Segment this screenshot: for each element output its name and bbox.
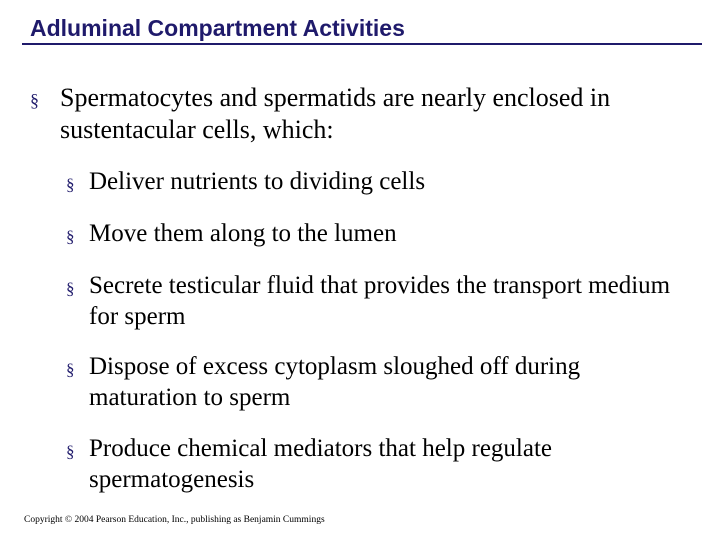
sub-bullet-text: Move them along to the lumen [89, 220, 397, 247]
sub-bullet [66, 270, 686, 332]
bullet-marker: § [66, 175, 75, 194]
bullet-marker: § [66, 227, 75, 246]
sub-bullet-text: Secrete testicular fluid that provides the transport medium for sperm [89, 272, 671, 330]
bullet-marker: § [66, 360, 75, 379]
slide-title: Adluminal Compartment Activities [30, 15, 405, 41]
sub-bullet [66, 351, 686, 413]
sub-bullet [66, 218, 686, 249]
sub-bullet-text: Dispose of excess cytoplasm sloughed off during maturation to sperm [89, 353, 581, 411]
sub-bullet [66, 166, 686, 197]
title-underline [22, 43, 702, 45]
bullet-marker: § [66, 442, 75, 461]
bullet-marker: § [66, 279, 75, 298]
sub-bullet [66, 433, 686, 495]
main-bullet-text: Spermatocytes and spermatids are nearly enclosed in sustentacular cells, which: [60, 83, 611, 144]
sub-bullet-text: Deliver nutrients to dividing cells [89, 168, 426, 195]
copyright-footer: Copyright © 2004 Pearson Education, Inc., publishing as Benjamin Cummings [24, 515, 325, 525]
sub-bullet-text: Produce chemical mediators that help regulate spermatogenesis [89, 435, 553, 493]
bullet-marker: § [30, 90, 39, 110]
main-bullet [30, 82, 700, 146]
